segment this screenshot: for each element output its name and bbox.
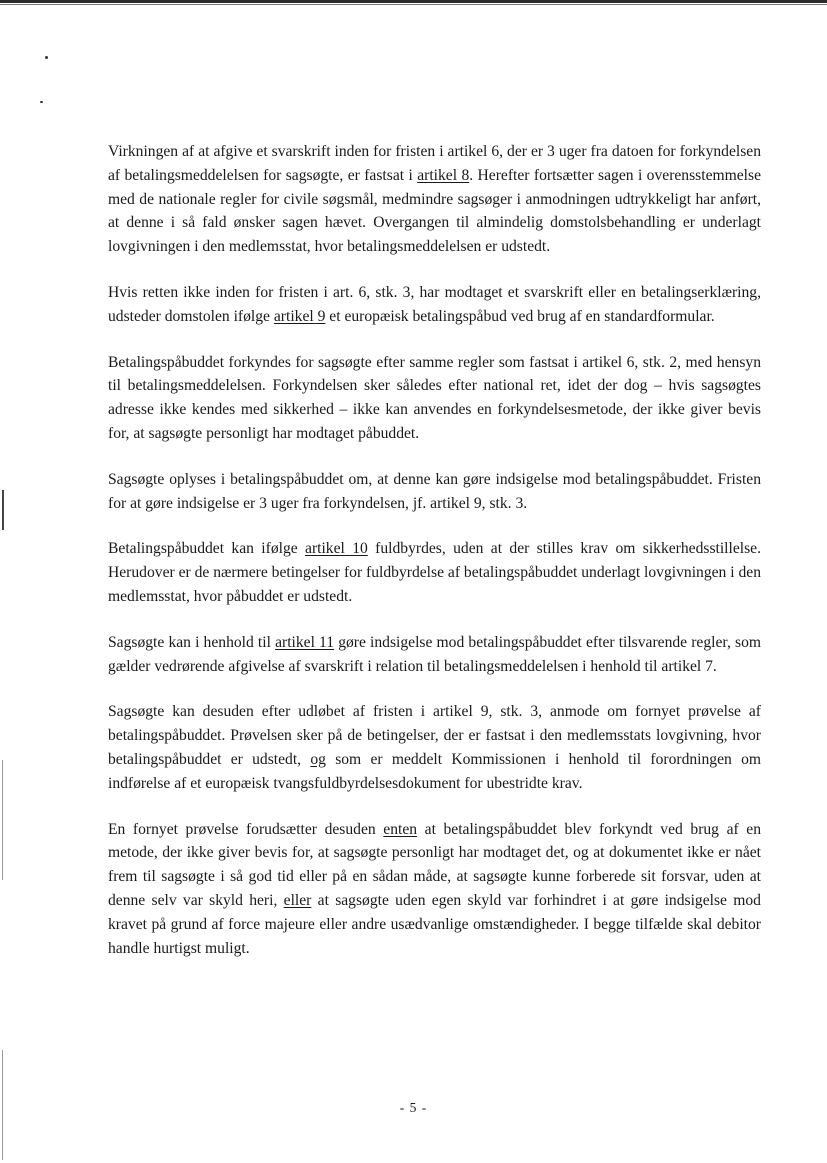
article-reference: artikel 11: [275, 633, 335, 651]
scan-edge-top-line: [0, 4, 827, 5]
paragraph-text: at sagsøgte uden egen skyld var forhindret i at gøre indsigelse mod kravet på grund af force majeure eller andre usædvanlige omstændigheder. I begge tilfælde skal debitor handle hurtigst muligt.: [108, 891, 761, 957]
paragraph: [108, 351, 761, 446]
paragraph-text: En fornyet prøvelse forudsætter desuden: [108, 820, 384, 838]
paragraph-text: Betalingspåbuddet forkyndes for sagsøgte efter samme regler som fastsat i artikel 6, stk. 2, med hensyn til betalingsmeddelelsen. Forkyndelsen sker således efter national ret, idet der dog – hvis sagsøgtes adresse ikke kendes med sikkerhed – ikke kan anvendes en forkyndelsesmetode, der ikke giver bevis for, at sagsøgte personligt har modtaget påbuddet.: [108, 353, 761, 442]
scan-speck: [45, 56, 48, 59]
paragraph: [108, 281, 761, 329]
paragraph-text: at betalingspåbuddet blev forkyndt ved brug af en metode, der ikke giver bevis for, at sagsøgte personligt har modtaget det, og at dokumentet ikke er nået frem til sagsøgte i så god tid eller på en sådan måde, at sagsøgte kunne forberede sit forsvar, uden at denne selv var skyld heri,: [108, 820, 762, 909]
paragraph-text: fuldbyrdes, uden at der stilles krav om sikkerhedsstillelse. Herudover er de nærmere betingelser for fuldbyrdelse af betalingspåbuddet underlagt lovgivningen i den medlemsstat, hvor påbuddet er udstedt.: [108, 540, 761, 605]
document-body: [108, 140, 761, 982]
article-reference: artikel 10: [305, 540, 368, 558]
paragraph-text: Hvis retten ikke inden for fristen i art. 6, stk. 3, har modtaget et svarskrift eller en betalingserklæring, udsteder domstolen ifølge: [108, 283, 761, 325]
paragraph-text: Betalingspåbuddet kan ifølge: [108, 540, 306, 558]
paragraph-text: Sagsøgte kan desuden efter udløbet af fristen i artikel 9, stk. 3, anmode om fornyet prøvelse af betalingspåbuddet. Prøvelsen sker på de betingelser, der er fastsat i den medlemsstats lovgivning, hvor betalingspåbuddet er udstedt,: [108, 703, 761, 768]
paragraph-text: Virkningen af at afgive et svarskrift inden for fristen i artikel 6, der er 3 uger fra datoen for forkyndelsen af betalingsmeddelelsen for sagsøgte, er fastsat i: [108, 143, 761, 184]
paragraph-text: Sagsøgte oplyses i betalingspåbuddet om, at denne kan gøre indsigelse mod betalingspåbuddet. Fristen for at gøre indsigelse er 3 uger fra forkyndelsen, jf. artikel 9, stk. 3.: [108, 470, 761, 512]
paragraph: [108, 140, 761, 259]
paragraph-text: som er meddelt Kommissionen i henhold til forordningen om indførelse af et europæisk tvangsfuldbyrdelsesdokument for ubestridte krav.: [108, 750, 761, 792]
page-number: - 5 -: [399, 1100, 428, 1115]
article-reference: artikel 9: [273, 307, 326, 325]
paragraph-text: Sagsøgte kan i henhold til: [108, 633, 276, 651]
paragraph: [108, 700, 761, 795]
paragraph: [108, 631, 761, 679]
paragraph-text: et europæisk betalingspåbud ved brug af en standardformular.: [325, 307, 715, 325]
scan-edge-left: [2, 490, 4, 530]
article-reference: artikel 8: [417, 166, 470, 184]
paragraph: [108, 537, 761, 608]
article-reference: enten: [383, 820, 418, 838]
scan-speck: [40, 101, 43, 103]
paragraph-text: . Herefter fortsætter sagen i overensstemmelse med de nationale regler for civile søgsmål, medmindre sagsøger i anmodningen udtrykkeligt har anført, at denne i så fald ønsker sagen hævet. Overgangen til almindelig domstolsbehandling er underlagt lovgivningen i den medlemsstat, hvor betalingsmeddelelsen er udstedt.: [108, 166, 761, 256]
scan-edge-top: [0, 0, 827, 3]
article-reference: og: [310, 750, 326, 768]
paragraph: [108, 818, 761, 961]
paragraph-text: gøre indsigelse mod betalingspåbuddet efter tilsvarende regler, som gælder vedrørende afgivelse af svarskrift i relation til betalingsmeddelelsen i henhold til artikel 7.: [108, 633, 761, 675]
article-reference: eller: [283, 891, 312, 909]
paragraph: [108, 468, 761, 516]
scan-edge-left: [2, 760, 3, 880]
